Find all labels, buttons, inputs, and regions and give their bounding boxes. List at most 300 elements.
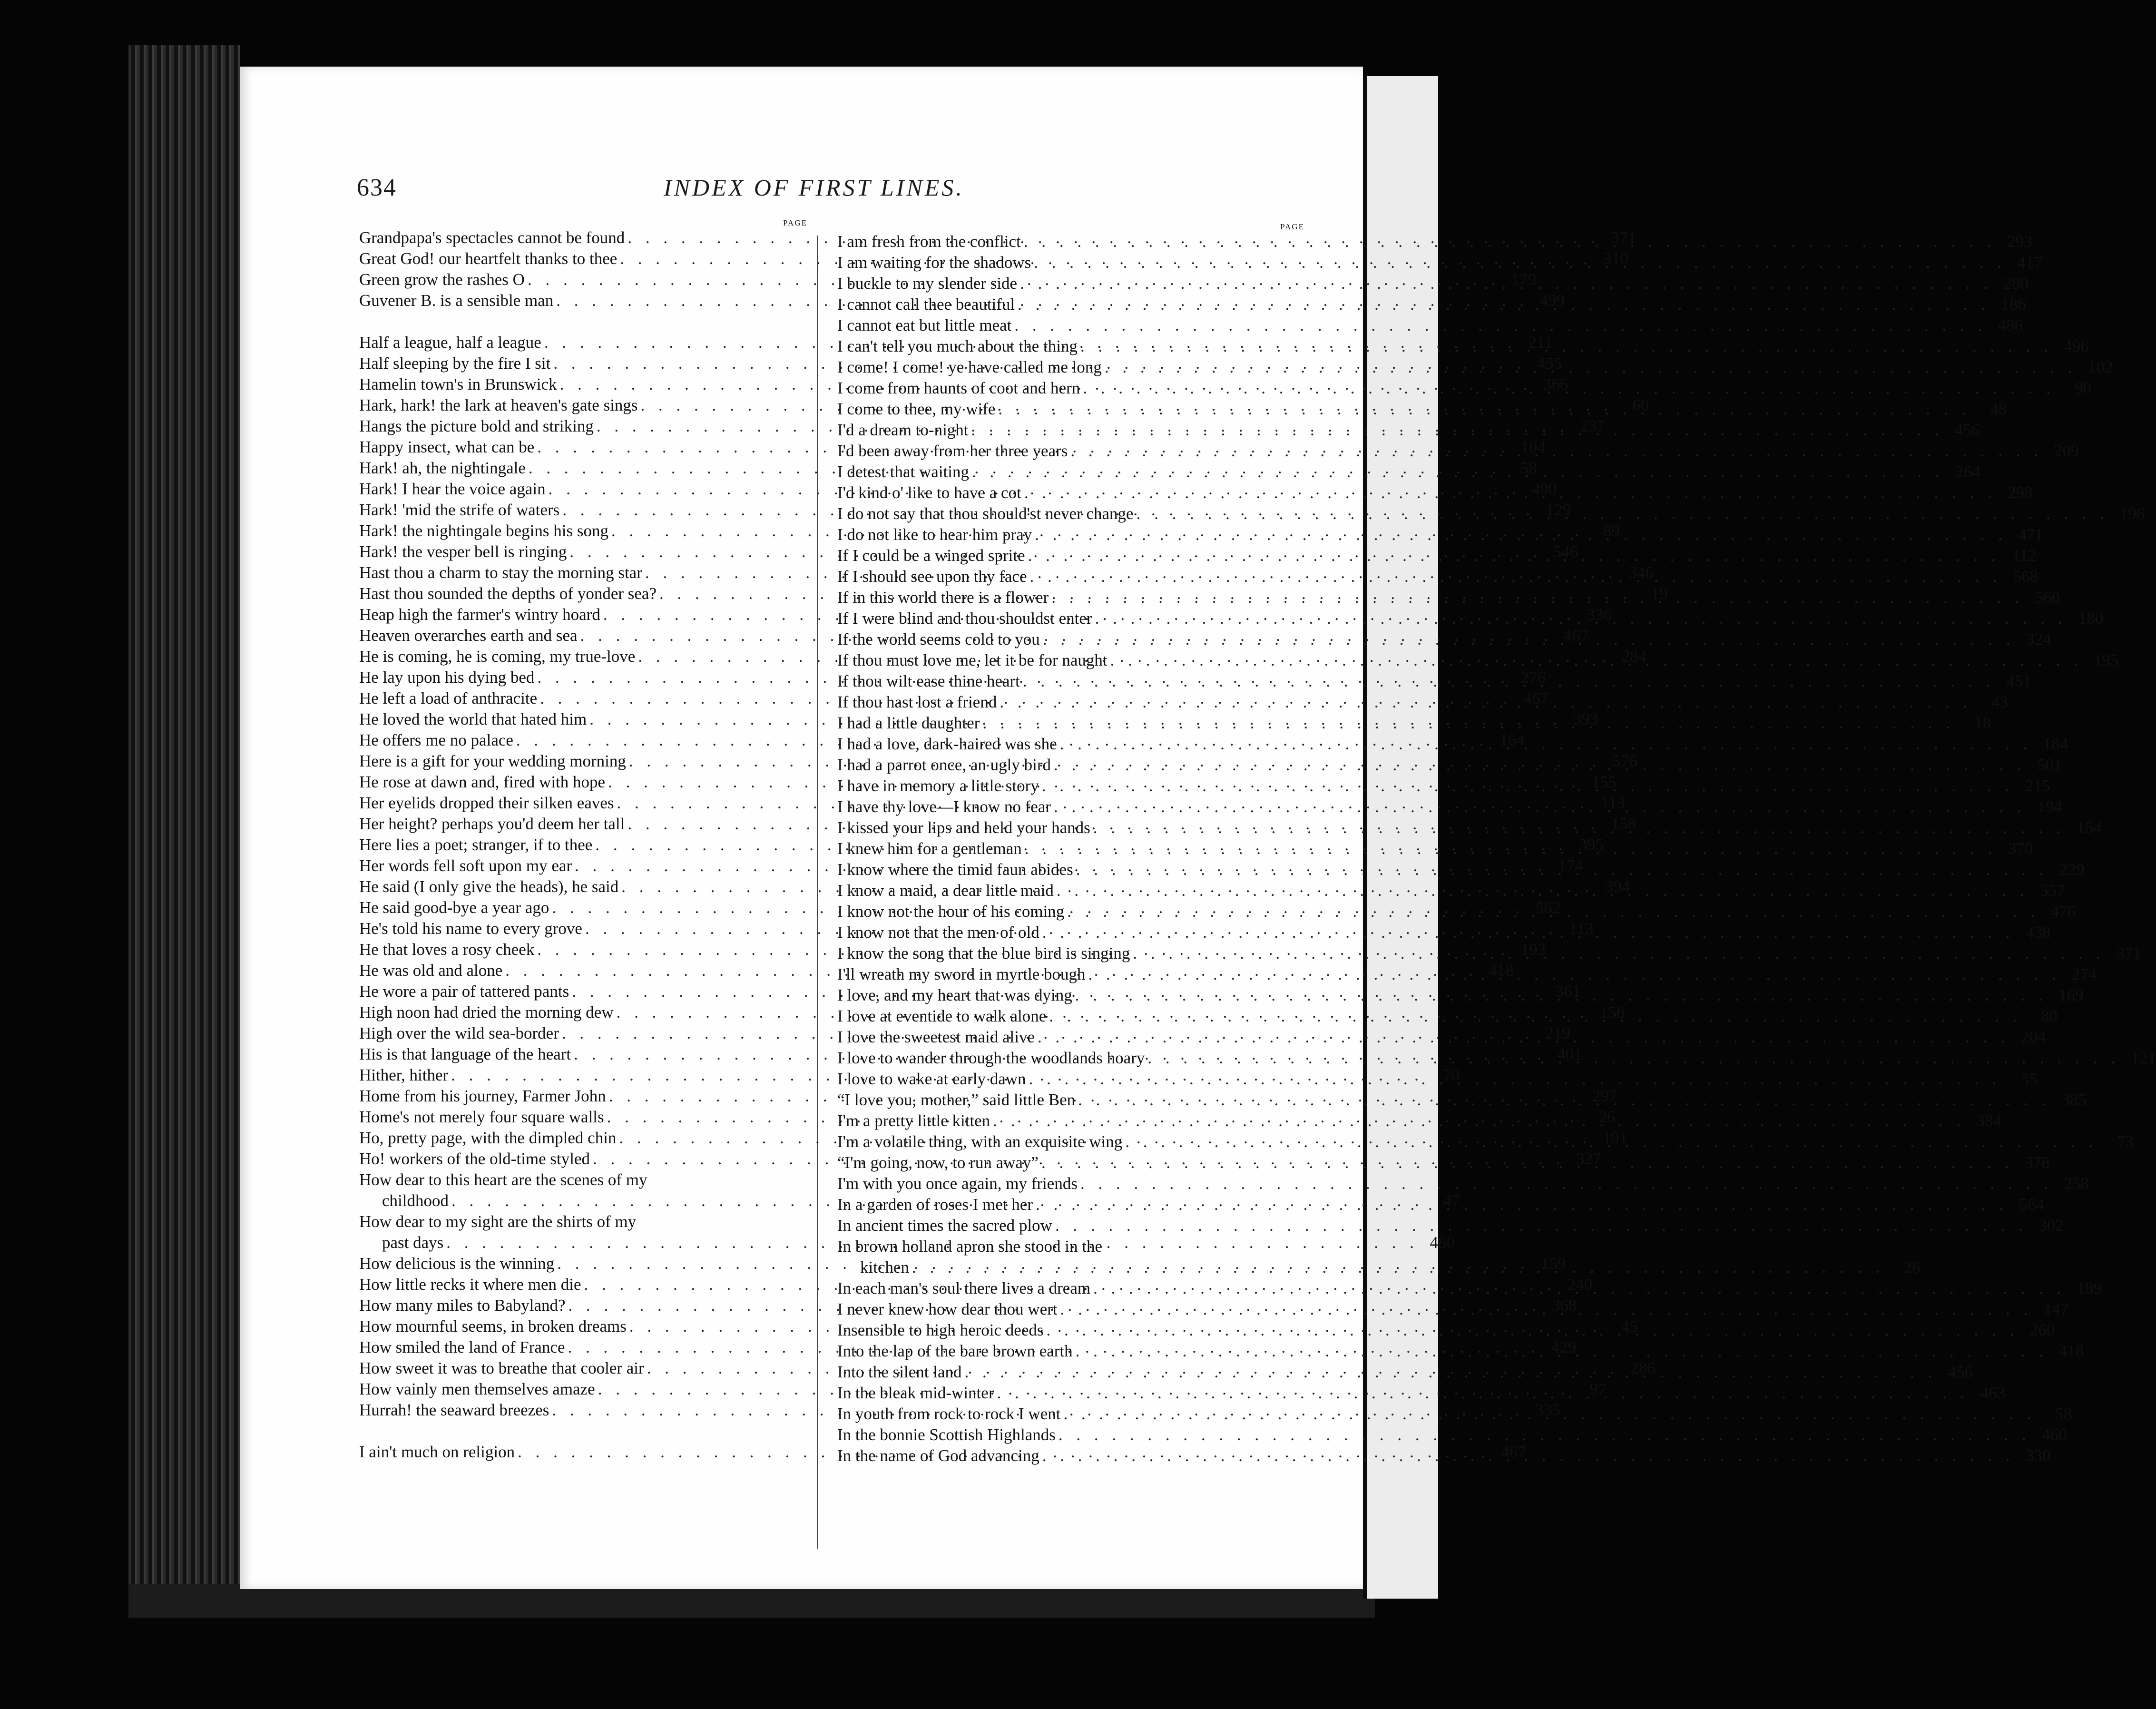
entry-first-line: I'd a dream to-night [837,421,969,439]
entry-page-number: 80 [2041,1007,2058,1025]
entry-first-line: Home's not merely four square walls [359,1108,604,1126]
entry-first-line: I know a maid, a dear little maid [837,881,1054,900]
entry-page-number: 568 [2013,567,2038,586]
dot-leader [1029,566,2002,587]
dot-leader [1028,545,2000,566]
entry-first-line: I cannot eat but little meat [837,316,1012,334]
entry-first-line: Home from his journey, Farmer John [359,1087,606,1105]
entry-first-line: I know the song that the blue bird is singing [837,944,1130,963]
dot-leader [1093,817,2066,838]
entry-first-line: If I should see upon thy face [837,567,1027,586]
entry-continuation-text: past days [382,1233,444,1252]
entry-first-line: How dear to this heart are the scenes of my [359,1170,647,1189]
book-bottom-edge [128,1584,1375,1618]
dot-leader [964,1362,1937,1383]
entry-page-number: 366 [1543,375,1568,393]
dot-leader [1043,629,2015,650]
entry-page-number: 189 [2077,1279,2102,1297]
entry-page-number: 47 [1443,1191,1460,1210]
entry-page-number: 73 [2117,1132,2134,1151]
page-header [357,174,1261,212]
entry-page-number: 184 [2043,735,2068,753]
entry-page-number: 219 [1545,1024,1570,1042]
group-spacer [359,311,811,332]
entry-page-number: 368 [1551,1296,1577,1315]
entry-first-line: I am waiting for the shadows [837,253,1031,272]
entry-page-number: 297 [1592,1087,1617,1105]
entry-page-number: 463 [1980,1384,2006,1402]
entry-first-line: I buckle to my slender side [837,274,1018,293]
entry-page-number: 357 [2040,881,2065,900]
entry-first-line: I cannot call thee beautiful [837,295,1015,314]
entry-first-line: I'll wreath my sword in myrtle bough [837,965,1086,983]
entry-first-line: He lay upon his dying bed [359,668,535,687]
entry-page-number: 298 [2008,483,2033,502]
entry-page-number: 164 [2076,818,2102,837]
entry-page-number: 378 [2025,1153,2050,1172]
dot-leader [1125,1131,2097,1152]
entry-first-line: I come from haunts of coot and hern [837,379,1080,397]
entry-continuation-text: childhood [382,1191,449,1210]
dot-leader [1035,524,2007,545]
entry-page-number: 211 [1528,333,1553,352]
entry-first-line: He offers me no palace [359,731,513,749]
entry-first-line: Into the lap of the bare brown earth [837,1342,1073,1360]
entry-page-number: 346 [1628,563,1654,582]
entry-page-number: 264 [1955,462,1980,481]
entry-page-number: 576 [1612,752,1637,770]
entry-first-line: High over the wild sea-border [359,1024,559,1042]
entry-first-line: He left a load of anthracite [359,689,538,707]
dot-leader [1080,1173,2053,1194]
index-entry [837,315,2023,336]
dot-leader [1105,357,2077,378]
dot-leader [1076,1341,2048,1362]
entry-first-line: I love, and my heart that was dying [837,986,1072,1004]
entry-first-line: Insensible to high heroic deeds [837,1321,1044,1339]
dot-leader [971,420,1944,441]
entry-page-number: 35 [2020,1070,2038,1088]
entry-page-number: 385 [2061,1090,2087,1109]
column-divider [817,236,818,1549]
entry-first-line: I love to wake at early dawn [837,1070,1026,1088]
entry-first-line: He was old and alone [359,961,503,980]
entry-page-number: 237 [1580,417,1605,435]
entry-page-number: 393 [1573,710,1598,728]
entry-first-line: In the name of God advancing [837,1446,1039,1465]
entry-first-line: I never knew how dear thou wert [837,1300,1058,1318]
dot-leader [997,1383,1969,1404]
entry-page-number: 276 [1520,668,1546,687]
entry-first-line: He rose at dawn and, fired with hope [359,773,606,791]
entry-page-number: 179 [1511,270,1536,289]
dot-leader [998,399,1970,420]
entry-first-line: I ain't much on religion [359,1443,515,1461]
entry-page-number: 58 [1520,459,1537,477]
dot-leader [1054,796,2026,817]
entry-page-number: 467 [1523,689,1548,707]
entry-page-number: 26 [1598,1108,1616,1126]
entry-page-number: 102 [2088,358,2113,376]
entry-first-line: I had a love, dark-haired was she [837,735,1057,753]
dot-leader [1095,608,2068,629]
entry-page-number: 471 [2018,525,2043,544]
entry-first-line: Hurrah! the seaward breezes [359,1401,549,1419]
entry-page-number: 113 [1601,794,1626,812]
entry-page-number: 121 [2131,1049,2156,1067]
entry-first-line: I love at eventide to walk alone [837,1007,1047,1025]
entry-first-line: If thou must love me, let it be for naught [837,651,1107,669]
entry-first-line: In each man's soul there lives a dream [837,1279,1091,1297]
entry-first-line: He said (I only give the heads), he said [359,877,619,896]
entry-first-line: He loved the world that hated him [359,710,587,728]
entry-page-number: 258 [2064,1174,2089,1193]
entry-page-number: 460 [2042,1425,2067,1444]
entry-page-number: 48 [1990,400,2007,418]
entry-page-number: 97 [1589,1380,1607,1398]
entry-page-number: 564 [2019,1195,2044,1214]
entry-page-number: 156 [1599,1003,1625,1021]
entry-page-number: 480 [1430,1233,1455,1252]
entry-first-line: Her eyelids dropped their silken eaves [359,794,614,812]
entry-page-number: 60 [1632,396,1649,414]
entry-page-number: 324 [2026,630,2051,648]
entry-first-line: Guvener B. is a sensible man [359,291,554,310]
entry-page-number: 546 [1553,542,1578,561]
dot-leader [1034,252,2006,273]
entry-first-line: He's told his name to every grove [359,919,582,938]
entry-page-number: 336 [1587,605,1612,624]
entry-page-number: 327 [1576,1149,1601,1168]
entry-page-number: 209 [2054,442,2079,460]
dot-leader [982,713,1955,734]
entry-first-line: I do not like to hear him pray [837,525,1032,544]
entry-page-number: 418 [2058,1342,2084,1360]
entry-page-number: 286 [1630,1359,1656,1377]
entry-page-number: 19 [1651,584,1668,603]
page-column-label: PAGE [1280,222,1304,231]
entry-first-line: Into the silent land [837,1363,962,1381]
entry-page-number: 194 [2037,797,2062,816]
entry-page-number: 467 [1501,1443,1526,1461]
dot-leader [1042,776,2014,796]
entry-first-line: Heap high the farmer's wintry hoard [359,605,600,624]
entry-page-number: 467 [1563,626,1589,645]
entry-first-line: Her height? perhaps you'd deem her tall [359,815,625,833]
dot-leader [1055,1215,2028,1236]
dot-leader [1018,294,1990,315]
entry-page-number: 147 [2043,1300,2069,1318]
entry-page-number: 562 [1535,898,1561,917]
entry-first-line: Hither, hither [359,1066,449,1084]
running-head-title: INDEX OF FIRST LINES. [664,174,964,201]
book-page-edges [128,45,240,1611]
entry-page-number: 280 [2003,274,2029,293]
entry-first-line: He that loves a rosy cheek [359,940,535,959]
dot-leader [1029,1069,2001,1090]
entry-first-line: If I were blind and thou shouldst enter [837,609,1092,628]
entry-first-line: Hamelin town's in Brunswick [359,375,557,393]
entry-page-number: 395 [1578,835,1604,854]
entry-first-line: If in this world there is a flower [837,588,1049,607]
entry-first-line: I knew him for a gentleman [837,839,1022,858]
entry-first-line: I'm a pretty little kitten [837,1111,990,1130]
entry-first-line: High noon had dried the morning dew [359,1003,614,1021]
dot-leader [1110,650,2083,671]
entry-page-number: 284 [1621,647,1647,666]
entry-page-number: 274 [2071,965,2097,983]
entry-first-line: Ho! workers of the old-time styled [359,1149,590,1168]
entry-first-line: I'm a volatile thing, with an exquisite wing [837,1132,1123,1151]
entry-first-line: I come! I come! ye have called me long [837,358,1102,376]
dot-leader [1024,231,1996,252]
entry-first-line: I come to thee, my wife [837,400,996,418]
entry-page-number: 496 [2064,337,2089,355]
entry-page-number: 456 [1954,421,1980,439]
entry-page-number: 486 [1998,316,2023,334]
dot-leader [1137,503,2109,524]
entry-first-line: Hast thou sounded the depths of yonder sea? [359,584,657,603]
dot-leader [1063,1404,2036,1424]
entry-page-number: 90 [2075,379,2092,397]
entry-first-line: I kissed your lips and held your hands [837,818,1090,837]
entry-page-number: 451 [2006,672,2031,690]
index-entry [837,1215,2064,1236]
dot-leader [1060,1299,2033,1320]
entry-first-line: Hark! the nightingale begins his song [359,521,608,540]
index-entry [837,1173,2089,1194]
entry-page-number: 113 [1569,919,1594,938]
entry-page-number: 417 [2017,253,2043,272]
dot-leader [1057,880,2029,901]
entry-page-number: 174 [1558,856,1583,875]
dot-leader [1014,315,1987,336]
entry-first-line: Great God! our heartfelt thanks to thee [359,249,617,268]
dot-leader [993,1110,1965,1131]
dot-leader [1093,1278,2066,1299]
entry-page-number: 229 [2059,860,2085,879]
entry-page-number: 112 [2012,546,2037,565]
entry-first-line: I had a little daughter [837,714,980,732]
entry-page-number: 129 [1546,501,1571,519]
entry-first-line: How sweet it was to breathe that cooler air [359,1359,644,1377]
entry-page-number: 155 [1591,773,1617,791]
entry-page-number: 371 [1611,228,1637,247]
entry-first-line: Hast thou a charm to stay the morning star [359,563,642,582]
entry-page-number: 180 [2078,609,2104,628]
entry-first-line: In the bonnie Scottish Highlands [837,1425,1056,1444]
entry-first-line: Half sleeping by the fire I sit [359,354,551,373]
entry-first-line: I am fresh from the conflict [837,232,1021,251]
entry-page-number: 438 [2026,923,2051,942]
entry-first-line: How little recks it where men die [359,1275,581,1294]
dot-leader [1088,964,2061,985]
entry-first-line: I know not the hour of his coming [837,902,1065,921]
entry-first-line: In a garden of roses I met her [837,1195,1033,1214]
entry-first-line: I know where the timid faun abides [837,860,1073,879]
entry-page-number: 18 [1974,714,1991,732]
entry-page-number: 302 [2038,1216,2064,1235]
entry-first-line: I can't tell you much about the thing [837,337,1078,355]
entry-first-line: Happy insect, what can be [359,438,535,456]
entry-first-line: Hangs the picture bold and striking [359,417,594,435]
page-number: 634 [357,174,397,201]
entry-first-line: How many miles to Babyland? [359,1296,566,1315]
dot-leader [1025,838,1997,859]
dot-leader [1036,1194,2008,1215]
entry-page-number: 195 [2093,651,2119,669]
dot-leader [1078,1090,2050,1110]
entry-page-number: 159 [1540,1254,1566,1273]
dot-leader [972,462,1944,482]
entry-first-line: He is coming, he is coming, my true-love [359,647,636,666]
entry-page-number: 45 [1621,1317,1638,1336]
entry-page-number: 490 [1531,480,1557,498]
entry-first-line: Here lies a poet; stranger, if to thee [359,835,593,854]
entry-first-line: Here is a gift for your wedding morning [359,752,626,770]
entry-first-line: “I'm going, now, to run away” [837,1153,1039,1172]
entry-page-number: 384 [1976,1111,2001,1130]
entry-first-line: How smiled the land of France [359,1338,565,1356]
dot-leader [912,1257,1884,1278]
entry-first-line: Her words fell soft upon my ear [359,856,572,875]
dot-leader [1067,901,2039,922]
dot-leader [1023,671,1995,692]
entry-page-number: 371 [2116,944,2142,963]
entry-page-number: 158 [1611,815,1637,833]
entry-first-line: “I love you, mother,” said little Ben [837,1090,1076,1109]
entry-first-line: I do not say that thou should'st never change [837,504,1134,523]
page-column-label: PAGE [783,218,807,227]
entry-page-number: 204 [2021,1028,2046,1046]
entry-page-number: 499 [1539,291,1565,310]
entry-first-line: Heaven overarches earth and sea [359,626,578,645]
entry-first-line: He wore a pair of tattered pants [359,982,569,1001]
index-entry [837,1424,2067,1445]
entry-page-number: 43 [1991,693,2009,711]
dot-leader [1076,859,2048,880]
entry-first-line: I had a parrot once, an ugly bird [837,756,1051,774]
dot-leader [1038,1027,2010,1048]
entry-page-number: 193 [1520,940,1546,959]
entry-page-number: 335 [1535,1401,1561,1419]
entry-page-number: 89 [1603,521,1620,540]
entry-first-line: In the bleak mid-winter [837,1384,994,1402]
entry-page-number: 418 [1489,961,1514,980]
entry-first-line: I love the sweetest maid alive [837,1028,1035,1046]
group-spacer [359,1421,811,1442]
entry-page-number: 476 [2050,902,2076,921]
entry-first-line: Hark! 'mid the strife of waters [359,501,560,519]
entry-page-number: 330 [2025,1446,2051,1465]
book-page [240,67,2156,1589]
entry-page-number: 293 [2007,232,2032,251]
entry-first-line: I know not that the men of old [837,923,1039,942]
entry-page-number: 394 [1605,877,1630,896]
entry-page-number: 401 [1557,1045,1582,1063]
dot-leader [1054,755,2026,776]
entry-first-line: Hark! I hear the voice again [359,480,546,498]
entry-page-number: 26 [1903,1258,1921,1277]
entry-page-number: 169 [2058,986,2084,1004]
entry-first-line: I have in memory a little story [837,776,1039,795]
entry-first-line: I love to wander through the woodlands hoary [837,1049,1145,1067]
entry-first-line: I have thy love—I know no fear [837,797,1051,816]
entry-page-number: 501 [2037,756,2062,774]
entry-page-number: 191 [1602,1129,1628,1147]
entry-first-line: Hark! the vesper bell is ringing [359,542,567,561]
entry-page-number: 310 [1603,249,1629,268]
dot-leader [1051,587,2024,608]
entry-page-number: 560 [2035,588,2060,607]
entry-page-number: 104 [1520,438,1546,456]
entry-first-line: If thou hast lost a friend [837,693,997,711]
dot-leader [1060,734,2032,755]
entry-first-line: In youth from rock to rock I went [837,1405,1061,1423]
entry-page-number: 215 [2025,776,2050,795]
dot-leader [1047,1320,2019,1341]
entry-first-line: He said good-bye a year ago [359,898,549,917]
entry-first-line: His is that language of the heart [359,1045,571,1063]
entry-page-number: 196 [2119,504,2145,523]
entry-first-line: Ho, pretty page, with the dimpled chin [359,1129,617,1147]
dot-leader [1049,1006,2021,1027]
entry-first-line: How vainly men themselves amaze [359,1380,595,1398]
entry-first-line: Hark, hark! the lark at heaven's gate sings [359,396,638,414]
dot-leader [1075,985,2048,1006]
dot-leader [1133,943,2105,964]
dot-leader [1083,378,2055,399]
entry-first-line: Hark! ah, the nightingale [359,459,526,477]
entry-first-line: Green grow the rashes O [359,270,525,289]
dot-leader [1058,1424,2031,1445]
dot-leader [1024,482,1997,503]
dot-leader [1070,441,2043,462]
entry-page-number: 370 [2008,839,2033,858]
entry-continuation-text: kitchen [860,1258,910,1277]
entry-page-number: 58 [2055,1405,2072,1423]
entry-first-line: I'd kind o' like to have a cot [837,483,1021,502]
dot-leader [1147,1048,2120,1069]
dot-leader [1000,692,1972,713]
entry-page-number: 164 [1499,731,1525,749]
entry-first-line: I detest that waiting [837,462,970,481]
entry-first-line: How mournful seems, in broken dreams [359,1317,627,1336]
entry-first-line: If thou wilt ease thine heart [837,672,1020,690]
dot-leader [1042,922,2015,943]
entry-page-number: 361 [1555,982,1580,1001]
entry-first-line: In brown holland apron she stood in the [837,1237,1102,1256]
dot-leader [1041,1152,2014,1173]
entry-first-line: I'm with you once again, my friends [837,1174,1078,1193]
entry-first-line: Grandpapa's spectacles cannot be found [359,228,625,247]
dot-leader [1080,336,2053,357]
entry-page-number: 456 [1948,1363,1973,1381]
entry-first-line: How dear to my sight are the shirts of my [359,1212,637,1231]
entry-page-number: 260 [2029,1321,2055,1339]
entry-first-line: Half a league, half a league [359,333,541,352]
entry-first-line: If the world seems cold to you [837,630,1040,648]
entry-first-line: I'd been away from her three years [837,442,1068,460]
entry-page-number: 186 [2001,295,2026,314]
dot-leader [1020,273,1992,294]
entry-first-line: How delicious is the winning [359,1254,555,1273]
entry-first-line: If I could be a winged sprite [837,546,1025,565]
entry-page-number: 70 [1442,1066,1460,1084]
entry-page-number: 240 [1567,1275,1593,1294]
entry-first-line: In ancient times the sacred plow [837,1216,1052,1235]
entry-page-number: 429 [1551,1338,1577,1356]
